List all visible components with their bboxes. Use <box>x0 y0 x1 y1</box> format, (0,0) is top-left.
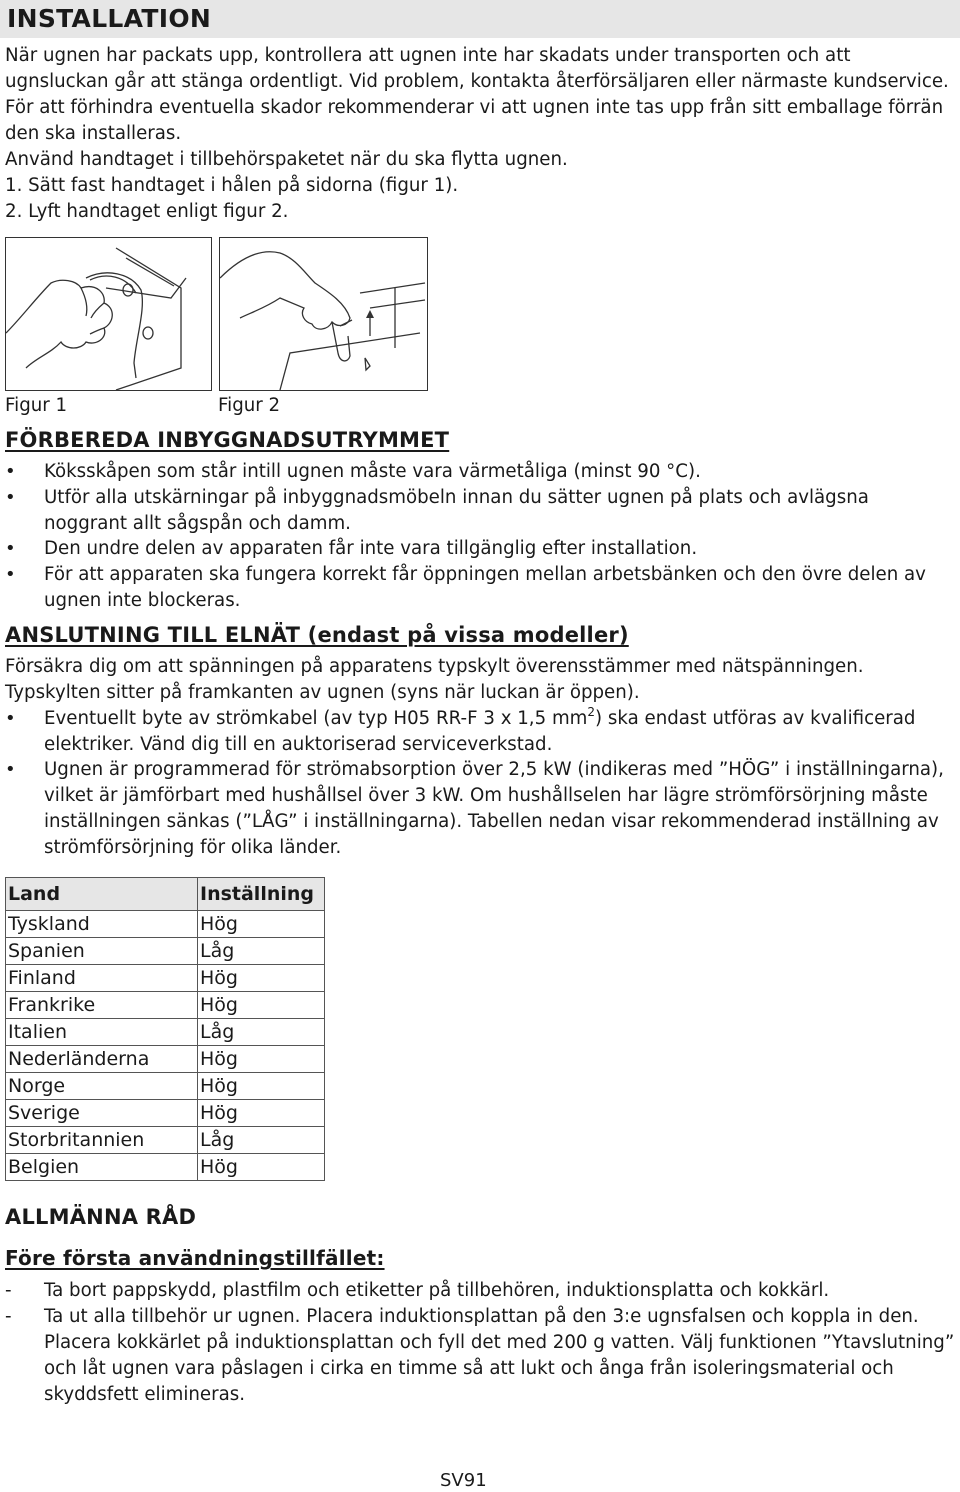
table-cell-land: Storbritannien <box>6 1127 198 1154</box>
step-2: 2. Lyft handtaget enligt figur 2. <box>5 201 289 222</box>
table-row <box>6 911 325 938</box>
electric-bullet-1 <box>44 706 956 758</box>
table-cell-setting: Hög <box>198 992 325 1019</box>
electric-bullet-2: Ugnen är programmerad för strömabsorption över 2,5 kW (indikeras med ”HÖG” i inställningarna), vilket är jämförbart med hushållsel över 3 kW. Om hushållselen har lägre strömförsörjning måste inställningen sänkas (”LÅG” i inställningarna). Tabellen nedan visar rekommenderad inställning av strömförsörjning för olika länder. <box>44 759 944 858</box>
prepare-bullet-4: För att apparaten ska fungera korrekt får öppningen mellan arbetsbänken och den övre delen av ugnen inte blockeras. <box>44 564 926 611</box>
bullet-icon: • <box>5 461 16 482</box>
table-row <box>6 1046 325 1073</box>
electric-bullet-1-text-b: ) ska endast utföras av kvalificerad elektriker. Vänd dig till en auktoriserad serviceverkstad. <box>44 708 916 755</box>
superscript-2: 2 <box>587 705 596 719</box>
table-header-setting: Inställning <box>198 878 325 911</box>
handle-instruction: Använd handtaget i tillbehörspaketet när du ska flytta ugnen. <box>5 149 568 170</box>
table-cell-setting: Hög <box>198 1073 325 1100</box>
bullet-icon: • <box>5 564 16 585</box>
table-row <box>6 1154 325 1181</box>
prepare-bullet-1: Köksskåpen som står intill ugnen måste vara värmetåliga (minst 90 °C). <box>44 461 701 482</box>
prepare-bullet-2: Utför alla utskärningar på inbyggnadsmöbeln innan du sätter ugnen på plats och avlägsna noggrant allt sågspån och damm. <box>44 487 869 534</box>
table-cell-land: Norge <box>6 1073 198 1100</box>
figure-1-illustration <box>5 237 212 391</box>
step-1: 1. Sätt fast handtaget i hålen på sidorna (figur 1). <box>5 175 459 196</box>
table-row <box>6 1127 325 1154</box>
table-cell-setting: Hög <box>198 911 325 938</box>
hand-inserting-handle-drawing <box>6 238 211 390</box>
dash-marker: - <box>5 1306 12 1327</box>
bullet-icon: • <box>5 487 16 508</box>
general-item-2: Ta ut alla tillbehör ur ugnen. Placera induktionsplattan på den 3:e ugnsfalsen och koppla in den. Placera kokkärlet på induktionsplattan och fyll det med 200 g vatten. Välj funktionen ”Ytavslutning” och låt ugnen vara påslagen i cirka en timme så att lukt och ånga från isoleringsmaterial och skyddsfett elimineras. <box>44 1306 955 1405</box>
table-cell-setting: Hög <box>198 1100 325 1127</box>
table-cell-setting: Låg <box>198 1127 325 1154</box>
bullet-icon: • <box>5 759 16 780</box>
bullet-icon: • <box>5 538 16 559</box>
title-band <box>0 0 960 38</box>
table-row <box>6 938 325 965</box>
page-title: INSTALLATION <box>7 4 212 33</box>
table-cell-land: Frankrike <box>6 992 198 1019</box>
prepare-bullet-3: Den undre delen av apparaten får inte vara tillgänglig efter installation. <box>44 538 698 559</box>
general-item-1: Ta bort pappskydd, plastfilm och etiketter på tillbehören, induktionsplatta och kokkärl. <box>44 1280 830 1301</box>
electric-bullet-1-text-a: Eventuellt byte av strömkabel (av typ H05 RR-F 3 x 1,5 mm <box>44 708 588 729</box>
table-row <box>6 992 325 1019</box>
intro-paragraph: När ugnen har packats upp, kontrollera att ugnen inte har skadats under transporten och att ugnsluckan går att stänga ordentligt. Vid problem, kontakta återförsäljaren eller närmaste kundservice. För att förhindra eventuella skador rekommenderar vi att ugnen inte tas upp från sitt emballage förrän den ska installeras. <box>5 45 949 144</box>
table-cell-land: Spanien <box>6 938 198 965</box>
dash-marker: - <box>5 1280 12 1301</box>
table-cell-setting: Låg <box>198 938 325 965</box>
figure-1-caption: Figur 1 <box>5 395 68 416</box>
bullet-icon: • <box>5 708 16 729</box>
table-cell-land: Sverige <box>6 1100 198 1127</box>
section-heading-general: ALLMÄNNA RÅD <box>5 1205 197 1229</box>
table-cell-setting: Hög <box>198 1046 325 1073</box>
table-cell-setting: Hög <box>198 965 325 992</box>
figure-2-illustration <box>219 237 428 391</box>
table-cell-land: Italien <box>6 1019 198 1046</box>
table-row <box>6 1100 325 1127</box>
table-header-land: Land <box>6 878 198 911</box>
table-cell-land: Tyskland <box>6 911 198 938</box>
electric-paragraph: Försäkra dig om att spänningen på apparatens typskylt överensstämmer med nätspänningen. Typskylten sitter på framkanten av ugnen (syns när luckan är öppen). <box>5 656 864 703</box>
table-row <box>6 1019 325 1046</box>
table-cell-land: Nederländerna <box>6 1046 198 1073</box>
hand-lifting-handle-drawing <box>220 238 427 390</box>
page-number: SV91 <box>440 1470 487 1491</box>
subheading-before-first-use: Före första användningstillfället: <box>5 1246 385 1270</box>
country-setting-table <box>5 877 325 1181</box>
table-header-row <box>6 878 325 911</box>
figure-2-caption: Figur 2 <box>218 395 281 416</box>
table-cell-setting: Låg <box>198 1019 325 1046</box>
section-heading-electric: ANSLUTNING TILL ELNÄT (endast på vissa modeller) <box>5 623 629 647</box>
table-row <box>6 965 325 992</box>
table-row <box>6 1073 325 1100</box>
table-cell-land: Finland <box>6 965 198 992</box>
table-cell-setting: Hög <box>198 1154 325 1181</box>
table-cell-land: Belgien <box>6 1154 198 1181</box>
section-heading-prepare: FÖRBEREDA INBYGGNADSUTRYMMET <box>5 428 450 452</box>
